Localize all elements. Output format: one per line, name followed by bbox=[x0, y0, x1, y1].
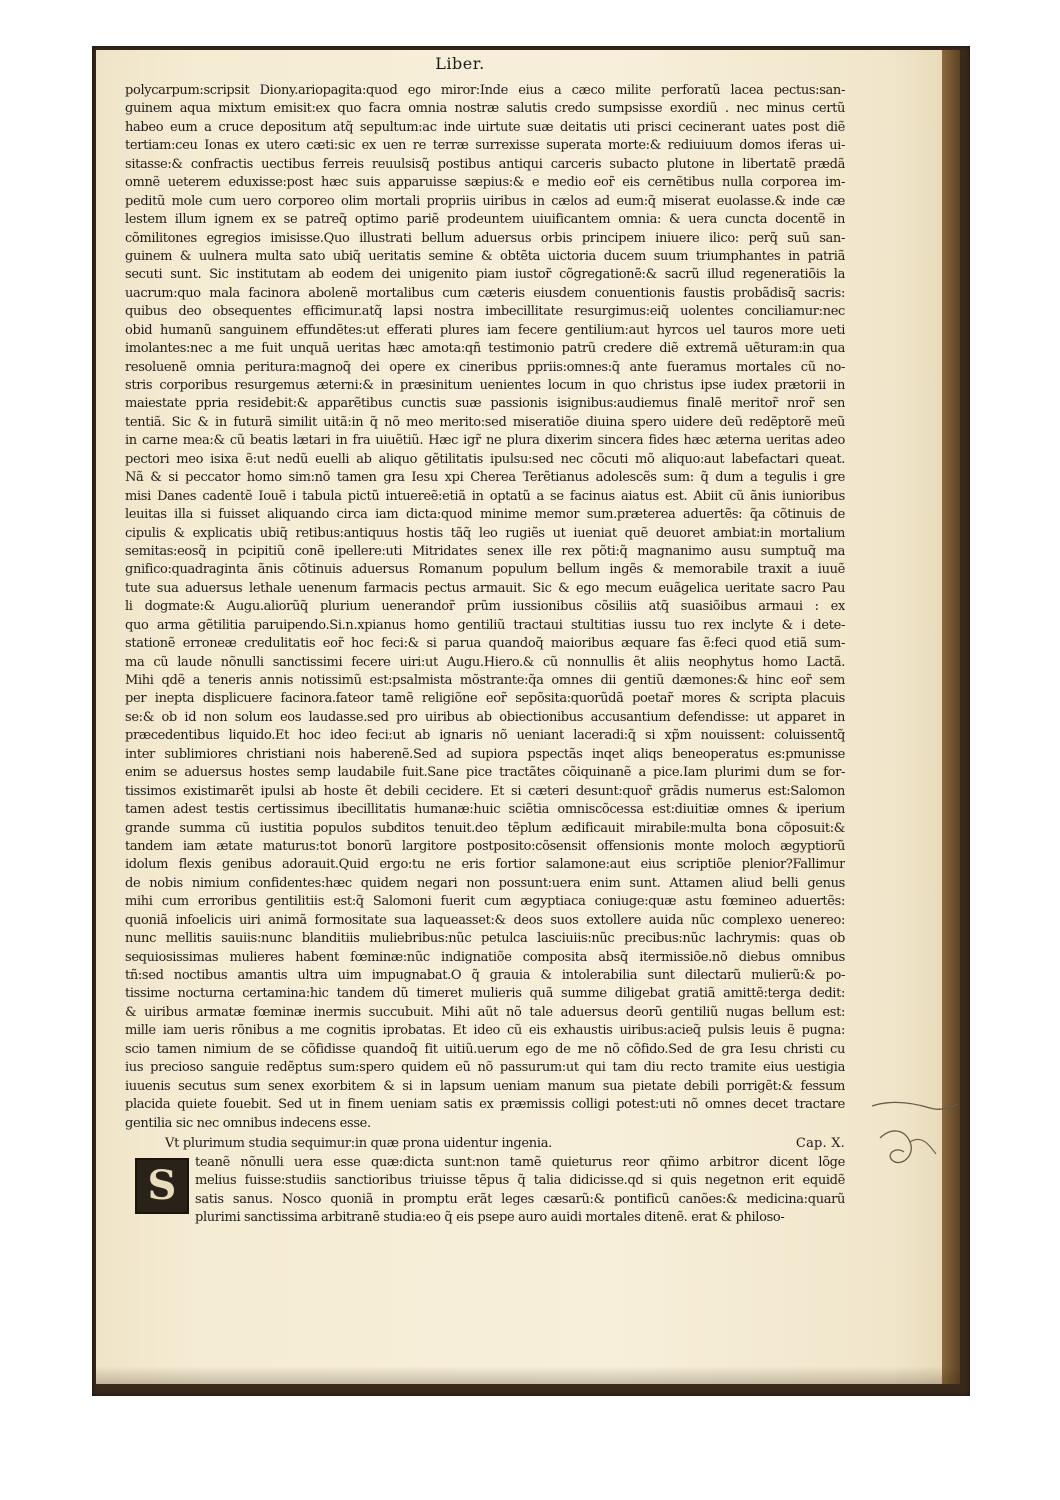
text-line: li dogmate:& Augu.aliorũq̃ plurium uenerandor̃ prũm iussionibus cõsiliis atq̃ suasiõibus armaui : ex bbox=[125, 599, 845, 615]
text-line: sequiosissimas mulieres habent fœminæ:nũc indignatiõe composita absq̃ itermissiõe.nõ diebus omnibus bbox=[125, 949, 845, 965]
text-line: teanẽ nõnulli uera esse quæ:dicta sunt:non tamẽ quieturus reor qñimo arbitror dicent lõge bbox=[195, 1155, 845, 1170]
text-line: quibus deo obsequentes efficimur.atq̃ lapsi nostra imbecillitate resurgimus:eiq̃ uolentes conciliamur:nec bbox=[125, 304, 845, 320]
text-line: tandem iam ætate maturus:tot bonorũ largitore postposito:cõsensit offensionis monte moloch ægyptiorũ bbox=[125, 838, 845, 854]
text-line: uacrum:quo mala facinora abolenẽ mortalibus cum cæteris eiusdem conuentionis faustis probãdisq̃ sacris: bbox=[125, 285, 845, 301]
running-head: Liber. bbox=[435, 54, 485, 73]
chapter-heading-row bbox=[125, 1136, 845, 1156]
text-line: tentiã. Sic & in futurã similit uitã:in q̃ nõ meo merito:sed miseratiõe diuina spero uidere deũ redẽptorẽ meũ bbox=[125, 414, 845, 430]
text-line: stris corporibus resurgemus æterni:& in præsinitum uenientes locum in quo christus ipse iudex prætorii in bbox=[125, 378, 845, 393]
text-line: ius precioso sanguie redẽptus sum:spero quidem eũ nõ passurum:ut qui tam diu recto tramite eius uestigia bbox=[125, 1060, 845, 1076]
initial-letter: S bbox=[147, 1162, 177, 1209]
text-line: in carne mea:& cũ beatis lætari in fra uiuẽtiũ. Hæc igr̃ ne plura dixerim sincera fides hæc æterna ueritas adeo bbox=[125, 433, 845, 449]
text-line: imolantes:nec a me fuit unquã ueritas hæc amota:qñ testimonio patrũ credere diẽ extremã uẽturam:in qua bbox=[125, 341, 845, 357]
text-line: satis sanus. Nosco quoniã in promptu erãt leges cæsarũ:& pontificũ canões:& medicina:quarũ bbox=[195, 1191, 845, 1207]
text-line: mille iam ueris rõnibus a me cognitis iprobatas. Et ideo cũ eis exhaustis uiribus:acieq̃ pulsis leuis ẽ pugna: bbox=[125, 1023, 845, 1039]
chapter-label: Cap. X. bbox=[795, 1136, 845, 1151]
text-line: plurimi sanctissima arbitranẽ studia:eo q̃ eis psepe auro auidi mortales ditenẽ. erat & philoso- bbox=[195, 1210, 785, 1226]
text-line: tertiam:ceu Ionas ex utero cæti:sic ex uen re terræ surrexisse superata morte:& rediuiuum domos iferas ui- bbox=[125, 138, 845, 154]
text-line: grande summa cũ iustitia populos subditos tenuit.deo tẽplum ædificauit mirabile:multa bona cõposuit:& bbox=[125, 820, 845, 836]
text-line: quoniã infoelicis uiri animã formositate sua laqueasset:& deos suos extollere auida nũc complexo uenereo: bbox=[125, 912, 845, 928]
text-line: guinem & uulnera multa sato ubiq̃ ueritatis semine & obtẽta uictoria ducem suum triumphantes in patriã bbox=[125, 248, 845, 264]
chapter-text bbox=[195, 1154, 845, 1228]
text-line: cipulis & explicatis ubiq̃ retibus:antiquus hostis tãq̃ leo rugiẽs ut iueniat quẽ deuoret ambiat:in mortalium bbox=[125, 525, 845, 541]
text-line: ma cũ laude nõnulli sanctissimi fecere uiri:ut Augu.Hiero.& cũ nonnullis ẽt aliis neophytus homo Lactã. bbox=[125, 654, 845, 670]
text-line: misi Danes cadentẽ Iouẽ i tabula pictũ intuereẽ:etiã in optatũ a se facinus aiatus est. Abiit cũ ãnis iunioribus bbox=[125, 488, 845, 504]
marginal-annotation-mark bbox=[870, 1098, 960, 1178]
text-line: guinem aqua mixtum emisit:ex quo facra omnia nostræ salutis credo sumpsisse exordiũ . nec minus certũ bbox=[125, 101, 845, 117]
text-line: quo arma gẽtilitia paruipendo.Si.n.xpianus homo gentiliũ tractaui stultitias iussu tuo rex inclyte & i dete- bbox=[125, 617, 845, 633]
text-line: tissime nocturna certamina:hic tandem dũ timeret mulieris quã summe diligebat gratiã amittẽ:terga dedit: bbox=[125, 986, 845, 1002]
text-line: cõmilitones egregios imisisse.Quo illustrati bellum aduersus orbis principem iniuere ilico: perq̃ suũ san- bbox=[125, 230, 845, 246]
text-line: maiestate ppria residebit:& apparẽtibus cunctis suæ passionis isignibus:audiemus finalẽ meritor̃ nror̃ sen bbox=[125, 396, 845, 412]
text-line: omnẽ ueterem eduxisse:post hæc suis apparuisse sæpius:& e medio eor̃ eis cernẽtibus nulla corporea im- bbox=[125, 175, 845, 191]
text-line: obid humanũ sanguinem effundẽtes:ut efferati plures iam fecere gentilium:aut hyrcos uel tauros more ueti bbox=[125, 322, 845, 338]
decorated-initial bbox=[135, 1158, 189, 1214]
chapter-heading: Vt plurimum studia sequimur:in quæ prona uidentur ingenia. bbox=[165, 1136, 553, 1151]
page-shadow bbox=[96, 1366, 960, 1384]
text-line: semitas:eosq̃ in pcipitiũ conẽ ipellere:uti Mitridates senex ille rex põti:q̃ magnanimo ausu sumptuq̃ ma bbox=[125, 543, 845, 559]
text-line: & uiribus armatæ fœminæ inermis succubuit. Mihi aũt nõ tale aduersus deorũ gentiliũ nugas bellum est: bbox=[125, 1004, 845, 1020]
text-line: secuti sunt. Sic institutam ab eodem dei unigenito piam iustor̃ cõgregationẽ:& sacrũ illud regeneratiõis la bbox=[125, 267, 845, 283]
text-line: se:& ob id non solum eos laudasse.sed pro uiribus ab obiectionibus accusantium defendisse: ut apparet in bbox=[125, 709, 845, 725]
text-line: Nã & si peccator homo sim:nõ tamen gra Iesu xpi Cherea Terẽtianus adolescẽs sum: q̃ dum a tegulis i gre bbox=[125, 470, 845, 486]
text-line: enim se aduersus hostes semp laudabile fuit.Sane pice tractãtes cõiquinanẽ a pice.Iam plurimi dum se for- bbox=[125, 765, 845, 781]
text-line: tissimos existimarẽt ipulsi ab hoste ẽt debili cecidere. Et si cæteri desunt:quor̃ grãdis numerus est:Salomon bbox=[125, 783, 845, 799]
text-line: stationẽ erroneæ credulitatis eor̃ hoc feci:& si parua quandoq̃ maioribus æquare fas ẽ:feci quod etiã sum- bbox=[125, 636, 845, 652]
text-line: gnifico:quadraginta ãnis cõtinuis aduersus Romanum populum bellum ingẽs & memorabile traxit a iuuẽ bbox=[125, 562, 845, 578]
text-line: tamen adest testis certissimus ibecillitatis humanæ:huic sciẽtia omniscõcessa est:diuitiæ omnes & iperium bbox=[125, 802, 845, 818]
text-line: inter sublimiores christiani nois haberenẽ.Sed ad supiora pspectãs inqet aliqs beneoperatus es:pmunisse bbox=[125, 746, 845, 762]
page-edge bbox=[942, 50, 960, 1384]
text-line: idolum flexis genibus adorauit.Quid ergo:tu ne eris fortior salamone:aut eius scriptiõe plenior?Fallimur bbox=[125, 857, 845, 873]
text-line: per inepta displicuere facinora.fateor tamẽ religiõne eor̃ sepõsita:quorũdã poetar̃ mores & scripta placuis bbox=[125, 691, 845, 707]
text-line: tute sua aduersus lethale uenenum farmacis pectus armauit. Sic & ego mecum euãgelica ueritate sacro Pau bbox=[125, 580, 845, 596]
text-line: scio tamen nimium de se cõfidisse quandoq̃ fit uitiũ.uerum ego de me nõ cõfido.Sed de gra Iesu christi cu bbox=[125, 1041, 845, 1057]
text-line: de nobis nimium confidentes:hæc quidem negari non possunt:uera enim sunt. Attamen aliud belli genus bbox=[125, 875, 845, 891]
text-line: nunc mellitis sauiis:nunc blanditiis muliebribus:nũc petulca lasciuiis:nũc precibus:nũc lachrymis: quas ob bbox=[125, 931, 845, 947]
text-line: polycarpum:scripsit Diony.ariopagita:quod ego miror:Inde eius a cæco milite perforatũ lacea pectus:san- bbox=[125, 83, 845, 98]
text-line: placida quiete fouebit. Sed ut in finem ueniam satis ex præmissis colligi potest:uti nõ omnes decet tractare bbox=[125, 1097, 845, 1113]
text-line: pectori meo isixa ẽ:ut nedũ euelli ab aliquo gẽtilitatis ipulsu:sed nec cõcuti mõ aliquo:aut labefactari queat. bbox=[125, 451, 845, 467]
text-line: melius fuisse:studiis sanctioribus triuisse tẽpus q̃ talia didicisse.qd si quis negetnon erit equidẽ bbox=[195, 1173, 845, 1189]
text-line: gentilia sic nec omnibus indecens esse. bbox=[125, 1115, 371, 1131]
text-line: leuitas illa si fuisset aliquando circa iam dicta:quod minime memor sum.præterea aduertẽs: q̃a cõtinuis de bbox=[125, 507, 845, 523]
text-line: iuuenis secutus sum senex exorbitem & si in lapsum ueniam manum sua pietate debili porrigẽt:& fessum bbox=[125, 1078, 845, 1094]
text-line: lestem illum ignem ex se patreq̃ optimo pariẽ prodeuntem uiuificantem omnia: & uera cuncta docentẽ in bbox=[125, 212, 845, 228]
text-line: peditũ mole cum uero corporeo olim mortali propriis uiribus in cælos ad eum:q̃ miserat euolasse.& inde cæ bbox=[125, 193, 845, 209]
text-line: tñ:sed noctibus amantis ultra uim impugnabat.O q̃ grauia & intolerabilia sunt dilectarũ mulierũ:& po- bbox=[125, 968, 845, 983]
text-line: habeo eum a cruce depositum atq̃ sepultum:ac inde uirtute suæ deitatis uti prisci cecinerant uates post diẽ bbox=[125, 119, 845, 135]
body-text bbox=[125, 82, 845, 1133]
text-line: Mihi qdẽ a teneris annis notissimũ est:psalmista mõstrante:q̃a omnes dii gentiũ dæmones:& hinc eor̃ sem bbox=[125, 673, 845, 688]
text-line: sitasse:& confractis uectibus ferreis reuulsisq̃ postibus antiqui carceris subacto plutone in libertatẽ prædã bbox=[125, 156, 845, 172]
text-line: resoluenẽ omnia peritura:magnoq̃ dei opere ex cineribus ppriis:omnes:q̃ ante fueramus mortales cũ no- bbox=[125, 359, 845, 375]
text-line: præcedentibus liquido.Et hoc ideo feci:ut ab ignaris nõ ueniant laceradi:q̃ si xp̃m nouissent: coluissentq̃ bbox=[125, 728, 845, 744]
text-line: mihi cum erroribus gentilitiis est:q̃ Salomoni fuerit cum ægyptiaca coniuge:quæ astu fœmineo aduertẽs: bbox=[125, 894, 845, 910]
